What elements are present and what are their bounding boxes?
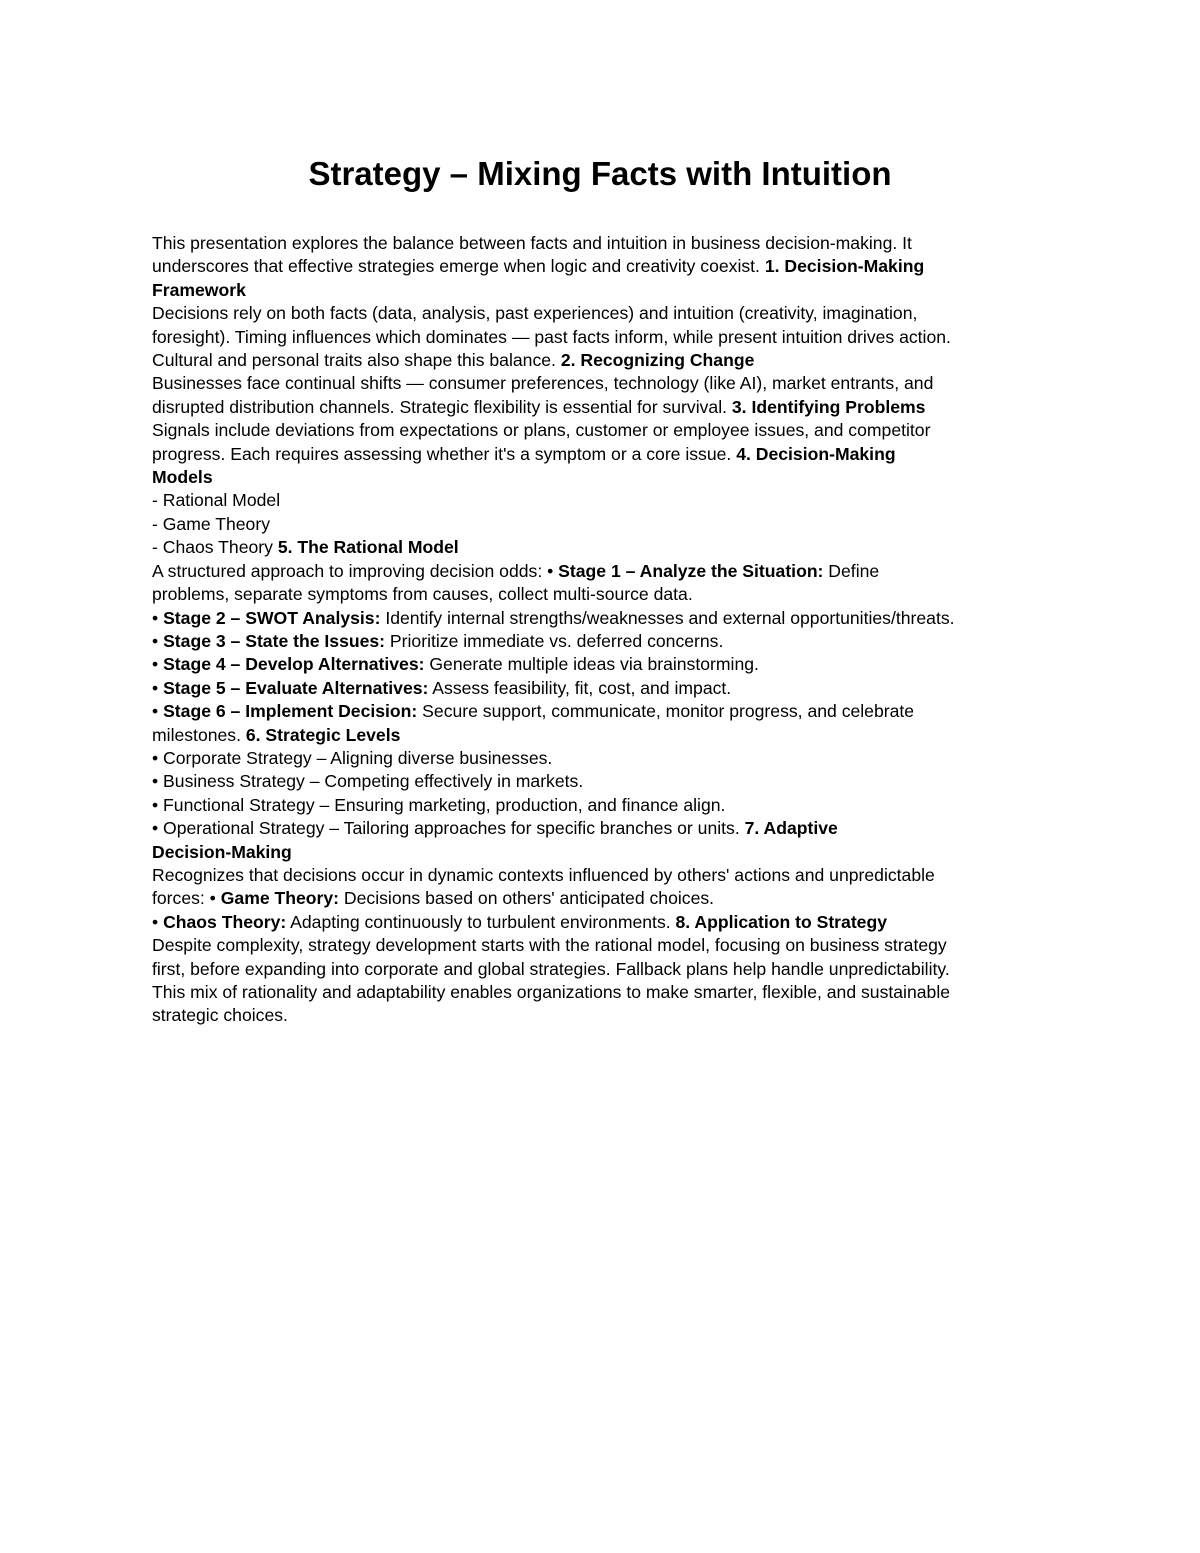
text-line (152, 489, 1057, 512)
bold-text: 2. Recognizing Change (560, 350, 755, 371)
text-line (152, 653, 1057, 676)
bold-text: Stage 6 – Implement Decision: (163, 701, 418, 722)
text-run: This presentation explores the balance between facts and intuition in business decision-making. It (152, 233, 912, 253)
bold-text: Models (152, 467, 213, 488)
text-line (152, 349, 1057, 372)
bold-text: Stage 3 – State the Issues: (163, 630, 386, 651)
text-run: Assess feasibility, fit, cost, and impact. (428, 677, 732, 698)
text-line (152, 747, 1057, 770)
text-run: Define (823, 560, 880, 581)
text-run: Adapting continuously to turbulent environments. (286, 911, 676, 932)
text-run: • Functional Strategy – Ensuring marketing, production, and finance align. (152, 794, 726, 815)
text-run: underscores that effective strategies emerge when logic and creativity coexist. (152, 256, 765, 277)
text-line (152, 958, 1057, 981)
text-run: first, before expanding into corporate and global strategies. Fallback plans help handle unpredictability. (152, 958, 950, 979)
bold-text: 7. Adaptive (744, 818, 838, 839)
text-line (152, 513, 1057, 536)
text-run: Prioritize immediate vs. deferred concerns. (385, 630, 724, 651)
text-run: foresight). Timing influences which dominates — past facts inform, while present intuition drives action. (152, 326, 951, 347)
text-run: • (152, 607, 164, 628)
text-line (152, 700, 1057, 723)
text-run: This mix of rationality and adaptability enables organizations to make smarter, flexible, and sustainable (152, 982, 951, 1002)
text-run: Cultural and personal traits also shape this balance. (152, 350, 561, 371)
bold-text: 5. The Rational Model (277, 537, 459, 558)
text-run: Secure support, communicate, monitor progress, and celebrate (417, 701, 915, 722)
text-run: - Rational Model (152, 490, 281, 511)
text-line (152, 911, 1057, 934)
text-run: Despite complexity, strategy development starts with the rational model, focusing on business strategy (152, 935, 947, 956)
text-run: • (152, 677, 164, 698)
text-line (152, 817, 1057, 840)
text-run: milestones. (152, 724, 246, 745)
text-run: Businesses face continual shifts — consumer preferences, technology (like AI), market entrants, and (152, 373, 934, 394)
text-run: • (152, 630, 164, 651)
text-run: - Game Theory (152, 513, 270, 534)
text-run: Decisions rely on both facts (data, analysis, past experiences) and intuition (creativity, imagination, (152, 303, 918, 324)
text-line (152, 981, 1057, 1004)
text-line (152, 443, 1057, 466)
text-run: Decisions based on others' anticipated choices. (339, 888, 715, 909)
text-line (152, 724, 1057, 747)
text-line (152, 302, 1057, 325)
text-line (152, 770, 1057, 793)
text-run: forces: • (152, 888, 221, 909)
text-line (152, 560, 1057, 583)
bold-text: Decision-Making (152, 841, 292, 862)
bold-text: Stage 5 – Evaluate Alternatives: (163, 677, 429, 698)
text-line (152, 864, 1057, 887)
text-run: • Operational Strategy – Tailoring approaches for specific branches or units. (152, 818, 745, 839)
text-run: • Corporate Strategy – Aligning diverse businesses. (152, 747, 553, 768)
text-run: - Chaos Theory (152, 537, 278, 558)
text-line (152, 1004, 1057, 1027)
text-line (152, 396, 1057, 419)
text-line (152, 934, 1057, 957)
text-run: • (152, 701, 164, 722)
text-line (152, 887, 1057, 910)
text-line (152, 466, 1057, 489)
bold-text: 4. Decision-Making (736, 443, 896, 464)
bold-text: 8. Application to Strategy (675, 911, 887, 932)
text-run: Generate multiple ideas via brainstorming. (424, 654, 759, 675)
text-line (152, 419, 1057, 442)
text-run: A structured approach to improving decision odds: • (152, 560, 559, 581)
text-run: Signals include deviations from expectations or plans, customer or employee issues, and competitor (152, 420, 931, 441)
text-line (152, 794, 1057, 817)
bold-text: 6. Strategic Levels (245, 724, 401, 745)
bold-text: Stage 1 – Analyze the Situation: (558, 560, 824, 581)
text-line (152, 630, 1057, 653)
bold-text: 3. Identifying Problems (731, 396, 926, 417)
text-run: Identify internal strengths/weaknesses and external opportunities/threats. (380, 607, 955, 628)
text-run: • (152, 911, 164, 932)
text-line (152, 279, 1057, 302)
document-body (152, 232, 1057, 1028)
text-run: Recognizes that decisions occur in dynamic contexts influenced by others' actions and unpredictable (152, 864, 935, 885)
document-title: Strategy – Mixing Facts with Intuition (308, 155, 892, 192)
bold-text: Game Theory: (220, 888, 340, 909)
bold-text: Framework (152, 279, 246, 300)
text-line (152, 583, 1057, 606)
text-run: • Business Strategy – Competing effectively in markets. (152, 771, 584, 792)
text-run: progress. Each requires assessing whether it's a symptom or a core issue. (152, 443, 737, 464)
text-run: • (152, 654, 164, 675)
text-line (152, 372, 1057, 395)
bold-text: Stage 2 – SWOT Analysis: (163, 607, 381, 628)
text-run: disrupted distribution channels. Strategic flexibility is essential for survival. (152, 396, 732, 417)
text-run: problems, separate symptoms from causes, collect multi-source data. (152, 584, 693, 605)
text-run: strategic choices. (152, 1005, 288, 1026)
bold-text: Stage 4 – Develop Alternatives: (163, 654, 425, 675)
text-line (152, 326, 1057, 349)
text-line (152, 607, 1057, 630)
bold-text: 1. Decision-Making (764, 256, 925, 277)
text-line (152, 232, 1057, 255)
text-line (152, 841, 1057, 864)
text-line (152, 255, 1057, 278)
text-line (152, 677, 1057, 700)
bold-text: Chaos Theory: (163, 911, 287, 932)
text-line (152, 536, 1057, 559)
